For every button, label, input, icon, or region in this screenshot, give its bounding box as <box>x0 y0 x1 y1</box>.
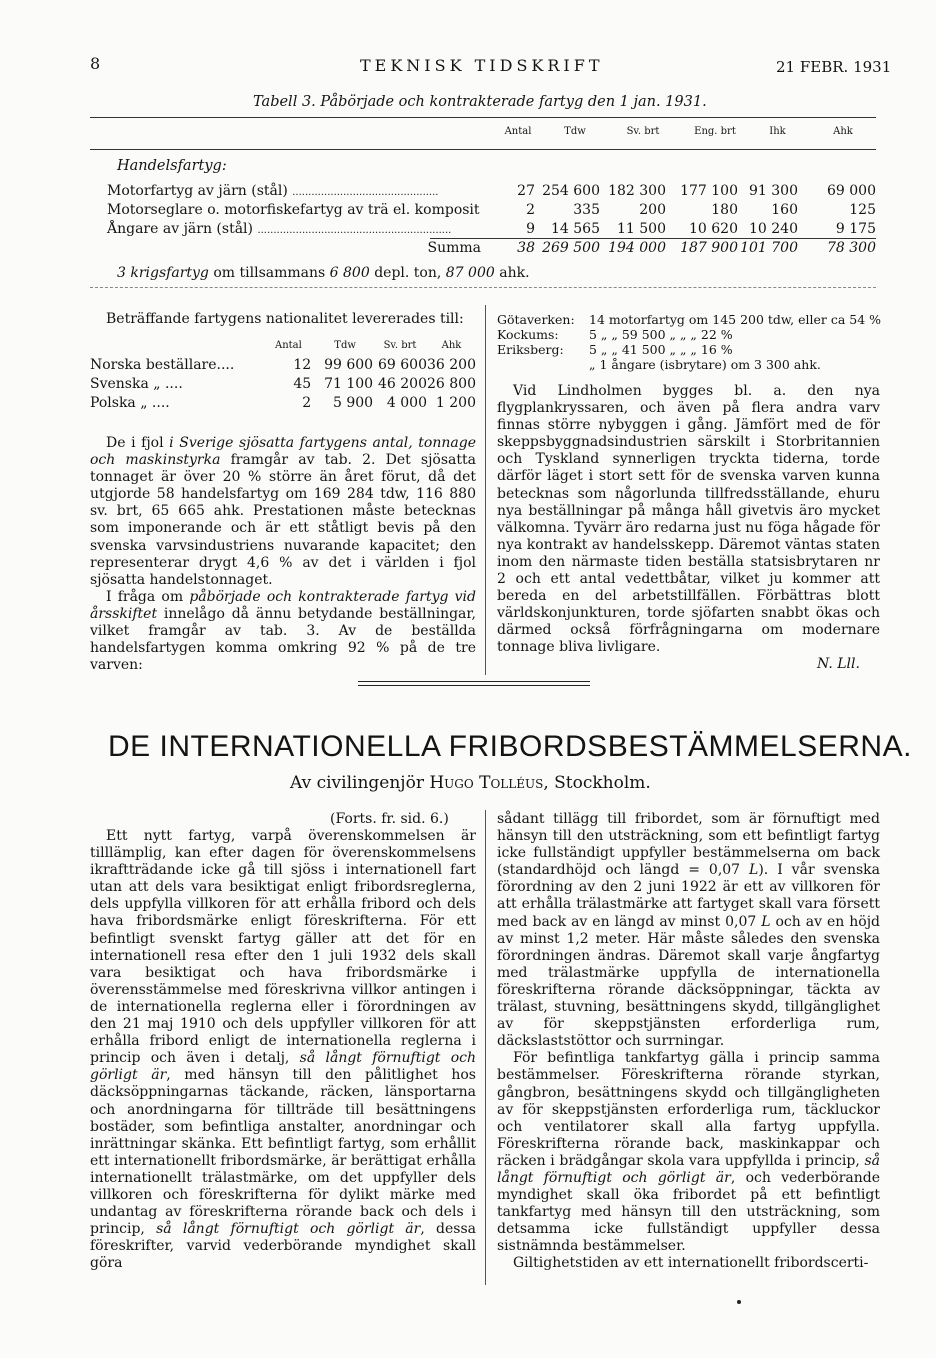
row-label: Ångare av järn (stål) <box>107 220 253 237</box>
cell: 101 700 <box>740 239 798 256</box>
col-header-ihk: Ihk <box>769 126 786 137</box>
col-header: Sv. brt <box>383 340 417 351</box>
yards-list <box>497 312 881 372</box>
table-row <box>90 374 476 393</box>
cell: 10 620 <box>689 220 738 237</box>
cell: 91 300 <box>749 182 798 199</box>
col-header-engbrt: Eng. brt <box>694 126 736 137</box>
cell: 11 500 <box>617 220 666 237</box>
cell: 12 <box>293 356 312 373</box>
cell: 254 600 <box>542 182 600 199</box>
cell: 335 <box>573 201 600 218</box>
page-number: 8 <box>90 54 101 73</box>
col-header-svbrt: Sv. brt <box>626 126 660 137</box>
paragraph: Giltighetstiden av ett internationellt fribordscerti- <box>513 1255 869 1272</box>
cell: 1 200 <box>435 394 476 411</box>
cell: 14 565 <box>551 220 600 237</box>
cell: 5 900 <box>332 394 374 411</box>
cell: 177 100 <box>680 182 738 199</box>
cell: 160 <box>771 201 798 218</box>
row-label: Motorseglare o. motorfiskefartyg av trä el. komposit <box>107 201 480 218</box>
col-header: Tdw <box>334 340 356 351</box>
row-label: Svenska „ .... <box>90 375 183 392</box>
paragraph: De i fjol i Sverige sjösatta fartygens antal, tonnage och maskinstyrka framgår av tab. 2. Det sjösatta tonnaget är över 20 % större än året förut, då det utgjorde 58 handelsfartyg om 169 284 tdw, 116 880 sv. brt, 65 665 ahk. Prestationen måste betecknas som imponerande och är ett ståtligt bevis på den svenska varvsindustriens nuvarande kapacitet; den representerar drygt 4,6 % av det i världen i fjol sjösatta handelstonnaget. <box>90 435 476 588</box>
leader-dots: ............................................................. <box>257 224 452 236</box>
cell: 187 900 <box>680 239 738 256</box>
section-divider <box>358 681 590 682</box>
col-header: Ahk <box>441 340 462 351</box>
cell: 194 000 <box>608 239 666 256</box>
paragraph: I fråga om påbörjade och kontrakterade fartyg vid årsskiftet innelågo då ännu betydande beställningar, vilket framgår av tab. 3. Av de beställda handelsfartygen komma omkring 92 % på de tre varven: <box>90 588 476 674</box>
cell: 45 <box>293 375 312 392</box>
section-divider <box>358 685 590 686</box>
table-top-rule <box>90 117 876 118</box>
cell: 200 <box>639 201 666 218</box>
table-bottom-rule <box>90 287 876 288</box>
summa-label: Summa <box>427 239 481 256</box>
table-row <box>90 355 476 374</box>
column-divider <box>485 810 486 1285</box>
cell: 27 <box>517 182 535 199</box>
cell: 180 <box>711 201 738 218</box>
cell: 4 000 <box>386 394 427 411</box>
row-label: Polska „ .... <box>90 394 170 411</box>
cell: 9 <box>526 220 535 237</box>
ink-dot <box>737 1300 741 1304</box>
table-3 <box>107 181 876 257</box>
cell: 46 200 <box>377 375 427 392</box>
table-head-rule <box>90 149 876 150</box>
cell: 69 000 <box>827 182 876 199</box>
col-header-tdw: Tdw <box>564 126 586 137</box>
left-column-text <box>90 435 476 674</box>
journal-title: TEKNISK TIDSKRIFT <box>360 56 604 75</box>
summa-row <box>107 238 876 257</box>
col-header-antal: Antal <box>504 126 532 137</box>
cell: 10 240 <box>749 220 798 237</box>
summa-rule <box>430 238 876 239</box>
cell: 78 300 <box>827 239 876 256</box>
table-note: 3 krigsfartyg om tillsammans 6 800 depl. ton, 87 000 ahk. <box>117 265 530 281</box>
cell: 36 200 <box>427 356 476 373</box>
cell: 99 600 <box>324 356 374 373</box>
cell: 69 600 <box>377 356 427 373</box>
paragraph: Vid Lindholmen bygges bl. a. den nya flygplankryssaren, och även på flera andra varv finnas större nybyggen i gång. Jämfört med de för skeppsbyggnadsindustrien särskilt i Storbritannien och Tyskland synnerligen tryckta tiderna, torde därför läget i stort sett för de svenska varven kunna betecknas som någorlunda tillfredsställande, ehuru nya beställningar på många håll givetvis äro mycket välkomna. Tyvärr äro redarna just nu föga hågade för nya kontrakt av handelsskepp. Däremot väntas staten inom den närmaste tiden beställa statsisbrytaren nr 2 och ett antal vedettbåtar, vilket ju kommer att bereda en del arbetstillfällen. Förbättras blott världskonjunkturen, torde sjöfarten snabbt ökas och därmed också förfrågningarna om modernare tonnage bliva livligare. <box>497 383 880 656</box>
right-column-text <box>497 383 880 657</box>
paragraph: sådant tillägg till fribordet, som är förnuftigt med hänsyn till den utsträckning, som ett befintligt fartyg icke fullständigt uppfyller bestämmelserna om back (standardhöjd och längd = 0,07 L). I vår svenska förordning av den 2 juni 1922 är ett av villkoren för att erhålla trälastmärke att fartyget skall vara försett med back av en längd av minst 0,07 L och av en höjd av minst 1,2 meter. Här måste således den svenska förordningen ändras. Däremot skall varje ångfartyg med trälastmärke uppfylla de internationella föreskrifterna rörande däcksöppningar, täckta av trälast, stuvning, besättningens skydd, tillgänglighet av för skeppstjänsten erforderliga rum, däckslaststöttor och surrningar. <box>497 811 880 1050</box>
table-row <box>107 200 876 219</box>
cell: 182 300 <box>608 182 666 199</box>
col-header: Antal <box>274 340 302 351</box>
paragraph: För befintliga tankfartyg gälla i princip samma bestämmelser. Föreskrifterna rörande styrkan, gångbron, besättningens skydd och tillgängligheten av för skeppstjänsten erforderliga rum, täckluckor och ventilatorer skall alla fartyg uppfylla. Föreskrifterna rörande back, maskinkappar och räcken i brädgångar skola vara uppfyllda i princip, så långt förnuftigt och görligt är, och vederbörande myndighet skall öka fribordet på ett befintligt tankfartyg med hänsyn till den utsträckning, som detsamma icke fullständigt uppfyller dessa sistnämnda bestämmelser. <box>497 1050 881 1255</box>
article-title: DE INTERNATIONELLA FRIBORDSBESTÄMMELSERNA. <box>108 730 912 763</box>
paragraph: Ett nytt fartyg, varpå överenskommelsen är tilllämplig, kan efter dagen för överenskommelsens ikraftträdande icke gå till sjöss i internationell fart utan att dels vara besiktigat enligt fribordsreglerna, dels uppfylla villkoren för att erhålla fribord och dels hava fribordsmärke enligt föreskrifterna. För ett befintligt svenskt fartyg gäller att det för en internationell resa efter den 1 juli 1932 dels skall vara besiktigat och hava fribordsmärke i överensstämmelse med föreskrivna villkor antingen i de internationella reglerna eller i förordningen av den 21 maj 1910 och dels uppfyller villkoren för att erhålla fribord enligt de internationella reglerna i princip och även i detalj, så långt förnuftigt och görligt är, med hänsyn till den pålitlighet hos däcksöppningarnas täckande, räcken, länsportarna och anordningarna för tillträde till besättningens bostäder, som befintliga anstalter, anordningar och inrättningar skänka. Ett befintligt fartyg, som erhållit ett internationellt fribordsmärke, är berättigat erhålla internationellt trälastmärke, om det uppfyller dels villkoren och föreskrifterna för dylikt märke med undantag av föreskrifterna rörande back och dels i princip, så långt förnuftigt och görligt är, dessa föreskrifter, varvid vederbörande myndighet skall göra <box>90 828 476 1272</box>
issue-date: 21 FEBR. 1931 <box>776 58 892 76</box>
section-label: Handelsfartyg: <box>117 158 227 174</box>
continuation-note: (Forts. fr. sid. 6.) <box>330 811 449 827</box>
cell: 269 500 <box>542 239 600 256</box>
article-right-column <box>497 811 880 1273</box>
row-label: Norska beställare.... <box>90 356 235 373</box>
article-left-column <box>90 828 476 1272</box>
cell: 2 <box>302 394 312 411</box>
cell: 26 800 <box>427 375 476 392</box>
list-item: Kockums: 5 „ „ 59 500 „ „ „ 22 % <box>497 327 733 342</box>
cell: 71 100 <box>324 375 374 392</box>
article-byline: Av civilingenjör Hugo Tolléus, Stockholm. <box>290 773 651 793</box>
cell: 9 175 <box>835 220 876 237</box>
table-caption: Tabell 3. Påbörjade och kontrakterade fartyg den 1 jan. 1931. <box>253 94 707 110</box>
cell: 2 <box>526 201 535 218</box>
nationality-table <box>90 336 476 412</box>
cell: 125 <box>849 201 876 218</box>
nationality-intro: Beträffande fartygens nationalitet levererades till: <box>106 311 464 327</box>
list-item: „ 1 ångare (isbrytare) om 3 300 ahk. <box>589 357 821 372</box>
col-header-ahk: Ahk <box>833 126 853 137</box>
list-item: Eriksberg: 5 „ „ 41 500 „ „ „ 16 % <box>497 342 733 357</box>
table-row <box>107 181 876 200</box>
row-label: Motorfartyg av järn (stål) <box>107 182 288 199</box>
table-row <box>90 393 476 412</box>
signature: N. Lll. <box>817 656 860 672</box>
list-item: Götaverken: 14 motorfartyg om 145 200 tdw, eller ca 54 % <box>497 312 882 327</box>
leader-dots: .............................................. <box>292 186 439 198</box>
column-divider <box>485 305 486 675</box>
table-row <box>107 219 876 238</box>
cell: 38 <box>517 239 535 256</box>
